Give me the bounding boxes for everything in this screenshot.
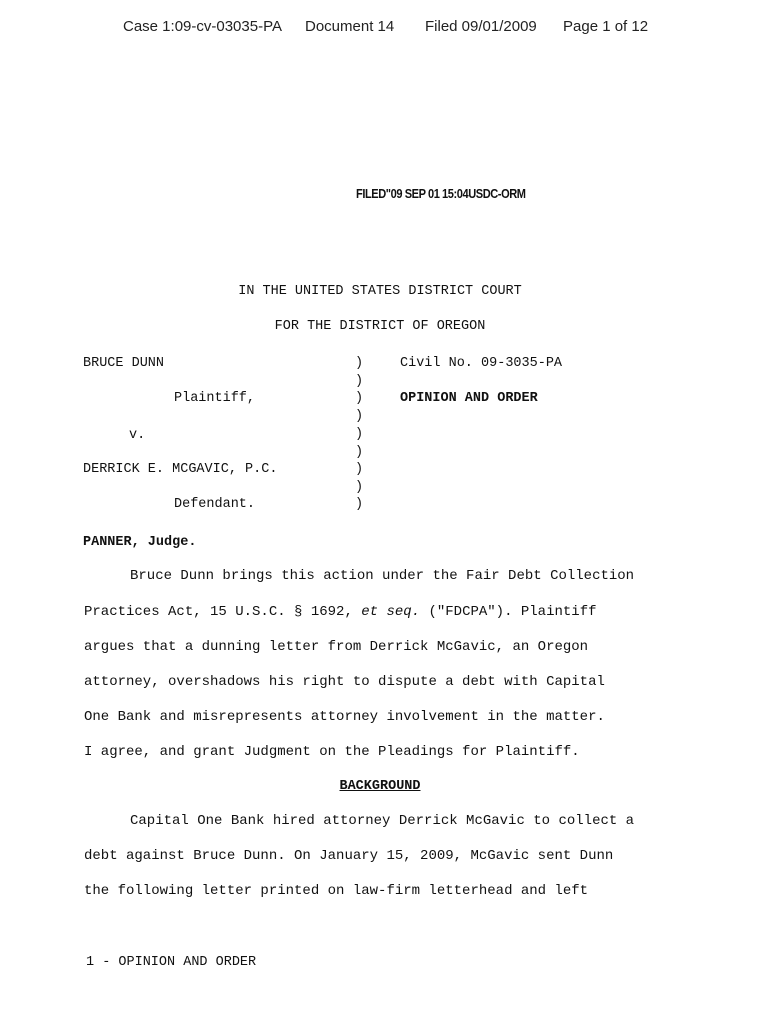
caption-paren: ) xyxy=(355,409,364,424)
caption-paren: ) xyxy=(355,356,364,371)
filing-stamp: FILED"09 SEP 01 15:04USDC-ORM xyxy=(356,186,526,201)
plaintiff-role: Plaintiff, xyxy=(174,391,256,406)
para1-line: I agree, and grant Judgment on the Pleadings for Plaintiff. xyxy=(84,744,580,760)
para1-line: One Bank and misrepresents attorney involvement in the matter. xyxy=(84,709,605,725)
section-heading: BACKGROUND xyxy=(339,779,421,794)
para2-line: the following letter printed on law-firm letterhead and left xyxy=(84,883,589,899)
para1-line: attorney, overshadows his right to dispute a debt with Capital xyxy=(84,674,605,690)
para1-text: ("FDCPA"). Plaintiff xyxy=(420,604,597,620)
page-indicator: Page 1 of 12 xyxy=(563,18,649,35)
caption-paren: ) xyxy=(355,427,364,442)
page-footer: 1 - OPINION AND ORDER xyxy=(86,955,257,970)
caption-paren: ) xyxy=(355,497,364,512)
para1-line: Bruce Dunn brings this action under the Fair Debt Collection xyxy=(130,568,635,584)
caption-paren: ) xyxy=(355,445,364,460)
defendant-role: Defendant. xyxy=(174,497,256,512)
caption-paren: ) xyxy=(355,374,364,389)
et-seq: et seq. xyxy=(361,604,421,620)
filed-date: Filed 09/01/2009 xyxy=(425,18,537,35)
court-name: IN THE UNITED STATES DISTRICT COURT xyxy=(238,284,522,299)
versus: v. xyxy=(129,428,146,443)
case-number: Case 1:09-cv-03035-PA xyxy=(123,18,282,35)
para1-text: Practices Act, 15 U.S.C. § 1692, xyxy=(84,604,362,620)
document-type: OPINION AND ORDER xyxy=(400,391,538,406)
caption-paren: ) xyxy=(355,462,364,477)
document-number: Document 14 xyxy=(305,18,395,35)
para1-line xyxy=(84,604,597,620)
para1-line: argues that a dunning letter from Derrick McGavic, an Oregon xyxy=(84,639,589,655)
caption-paren: ) xyxy=(355,480,364,495)
civil-number: Civil No. 09-3035-PA xyxy=(400,356,563,371)
para2-line: Capital One Bank hired attorney Derrick McGavic to collect a xyxy=(130,813,635,829)
para2-line: debt against Bruce Dunn. On January 15, 2009, McGavic sent Dunn xyxy=(84,848,614,864)
judge-name: PANNER, Judge. xyxy=(83,535,197,550)
plaintiff-name: BRUCE DUNN xyxy=(83,356,165,371)
defendant-name: DERRICK E. MCGAVIC, P.C. xyxy=(83,462,278,477)
caption-paren: ) xyxy=(355,391,364,406)
court-district: FOR THE DISTRICT OF OREGON xyxy=(274,319,486,334)
